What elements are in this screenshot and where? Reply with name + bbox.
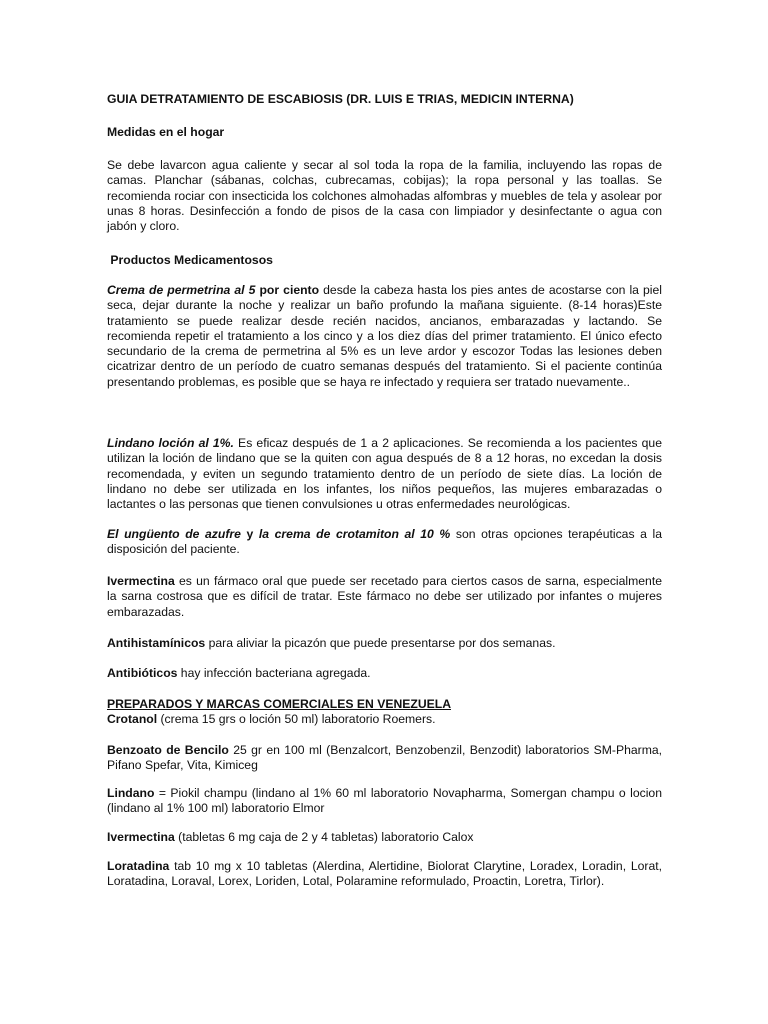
lindano-marcas-text: = Piokil champu (lindano al 1% 60 ml laboratorio Novapharma, Somergan champu o locion (lindano al 1% 100 ml) laboratorio Elmor [107, 786, 662, 816]
paragraph-lindano-marcas [107, 786, 662, 817]
heading-marcas [107, 697, 662, 712]
antibioticos-name: Antibióticos [107, 666, 178, 680]
antihistaminicos-text: para aliviar la picazón que puede presentarse por dos semanas. [205, 636, 556, 650]
permetrina-text: desde la cabeza hasta los pies antes de acostarse con la piel seca, dejar durante la noche y realizar un baño profundo la mañana siguiente. (8-14 horas)Este tratamiento se puede realizar desde recién nacidos, ancianos, embarazadas y lactando. Se recomienda repetir el tratamiento a los cinco y a los diez días del primer tratamiento. El único efecto secundario de la crema de permetrina al 5% es un leve ardor y escozor Todas las lesiones deben cicatrizar dentro de un período de cuatro semanas después del tratamiento. Si el paciente continúa presentando problemas, es posible que se haya re infectado y requiera ser tratado nuevamente.. [107, 283, 662, 389]
heading-productos-text: Productos Medicamentosos [110, 253, 273, 267]
paragraph-lindano [107, 436, 662, 512]
permetrina-name: Crema de permetrina al 5 [107, 283, 256, 297]
antihistaminicos-name: Antihistamínicos [107, 636, 206, 650]
crotamiton-name: la crema de crotamiton al 10 % [258, 527, 451, 541]
paragraph-permetrina [107, 283, 662, 390]
heading-productos [107, 253, 662, 268]
paragraph-azufre [107, 527, 662, 558]
benzoato-name: Benzoato de Bencilo [107, 743, 229, 757]
lindano-name: Lindano loción al 1%. [107, 436, 234, 450]
paragraph-loratadina [107, 859, 662, 890]
heading-marcas-text: PREPARADOS Y MARCAS COMERCIALES EN VENEZUELA [107, 697, 451, 711]
paragraph-medidas-hogar: Se debe lavarcon agua caliente y secar al sol toda la ropa de la familia, incluyendo las ropas de camas. Planchar (sábanas, colchas, cubrecamas, cobijas); la ropa personal y las toallas. Se recomienda rociar con insecticida los colchones almohadas alfombras y muebles de tela y asolear por unas 8 horas. Desinfección a fondo de pisos de la casa con limpiador y desinfectante o agua con jabón y cloro. [107, 158, 662, 234]
azufre-text: son otras opciones terapéuticas a la disposición del paciente. [107, 527, 662, 557]
paragraph-ivermectina [107, 574, 662, 620]
paragraph-benzoato [107, 743, 662, 774]
paragraph-ivermectina-marcas [107, 830, 662, 845]
lindano-text: Es eficaz después de 1 a 2 aplicaciones. Se recomienda a los pacientes que utilizan la loción de lindano que se la quiten con agua después de 8 a 12 horas, no excedan la dosis recomendada, y eviten un segundo tratamiento dentro de un período de siete días. La loción de lindano no debe ser utilizada en los infantes, los niños pequeños, las mujeres embarazadas o lactantes o las personas que tienen convulsiones u otras enfermedades neurológicas. [107, 436, 662, 512]
antibioticos-text: hay infección bacteriana agregada. [177, 666, 371, 680]
azufre-conjunction: y [240, 527, 259, 541]
paragraph-antibioticos [107, 666, 662, 681]
loratadina-name: Loratadina [107, 859, 170, 873]
paragraph-antihistaminicos [107, 636, 662, 651]
document-title: GUIA DETRATAMIENTO DE ESCABIOSIS (DR. LUIS E TRIAS, MEDICIN INTERNA) [107, 92, 574, 106]
ivermectina-marcas-name: Ivermectina [107, 830, 175, 844]
ivermectina-marcas-text: (tabletas 6 mg caja de 2 y 4 tabletas) laboratorio Calox [174, 830, 474, 844]
permetrina-name-suffix: por ciento [255, 283, 320, 297]
loratadina-text: tab 10 mg x 10 tabletas (Alerdina, Alertidine, Biolorat Clarytine, Loradex, Loradin, Lorat, Loratadina, Loraval, Lorex, Loriden, Lotal, Polaramine reformulado, Proactin, Loretra, Tirlor). [107, 859, 662, 889]
azufre-name: El ungüento de azufre [107, 527, 241, 541]
paragraph-crotanol [107, 712, 662, 727]
crotanol-name: Crotanol [107, 712, 158, 726]
crotanol-text: (crema 15 grs o loción 50 ml) laboratorio Roemers. [157, 712, 436, 726]
ivermectina-text: es un fármaco oral que puede ser recetado para ciertos casos de sarna, especialmente la sarna costrosa que es difícil de tratar. Este fármaco no debe ser utilizado por infantes o mujeres embarazadas. [107, 574, 662, 619]
heading-medidas-hogar: Medidas en el hogar [107, 125, 225, 139]
ivermectina-name: Ivermectina [107, 574, 175, 588]
lindano-marcas-name: Lindano [107, 786, 155, 800]
benzoato-text: 25 gr en 100 ml (Benzalcort, Benzobenzil, Benzodit) laboratorios SM-Pharma, Pifano Spefar, Vita, Kimiceg [107, 743, 663, 773]
